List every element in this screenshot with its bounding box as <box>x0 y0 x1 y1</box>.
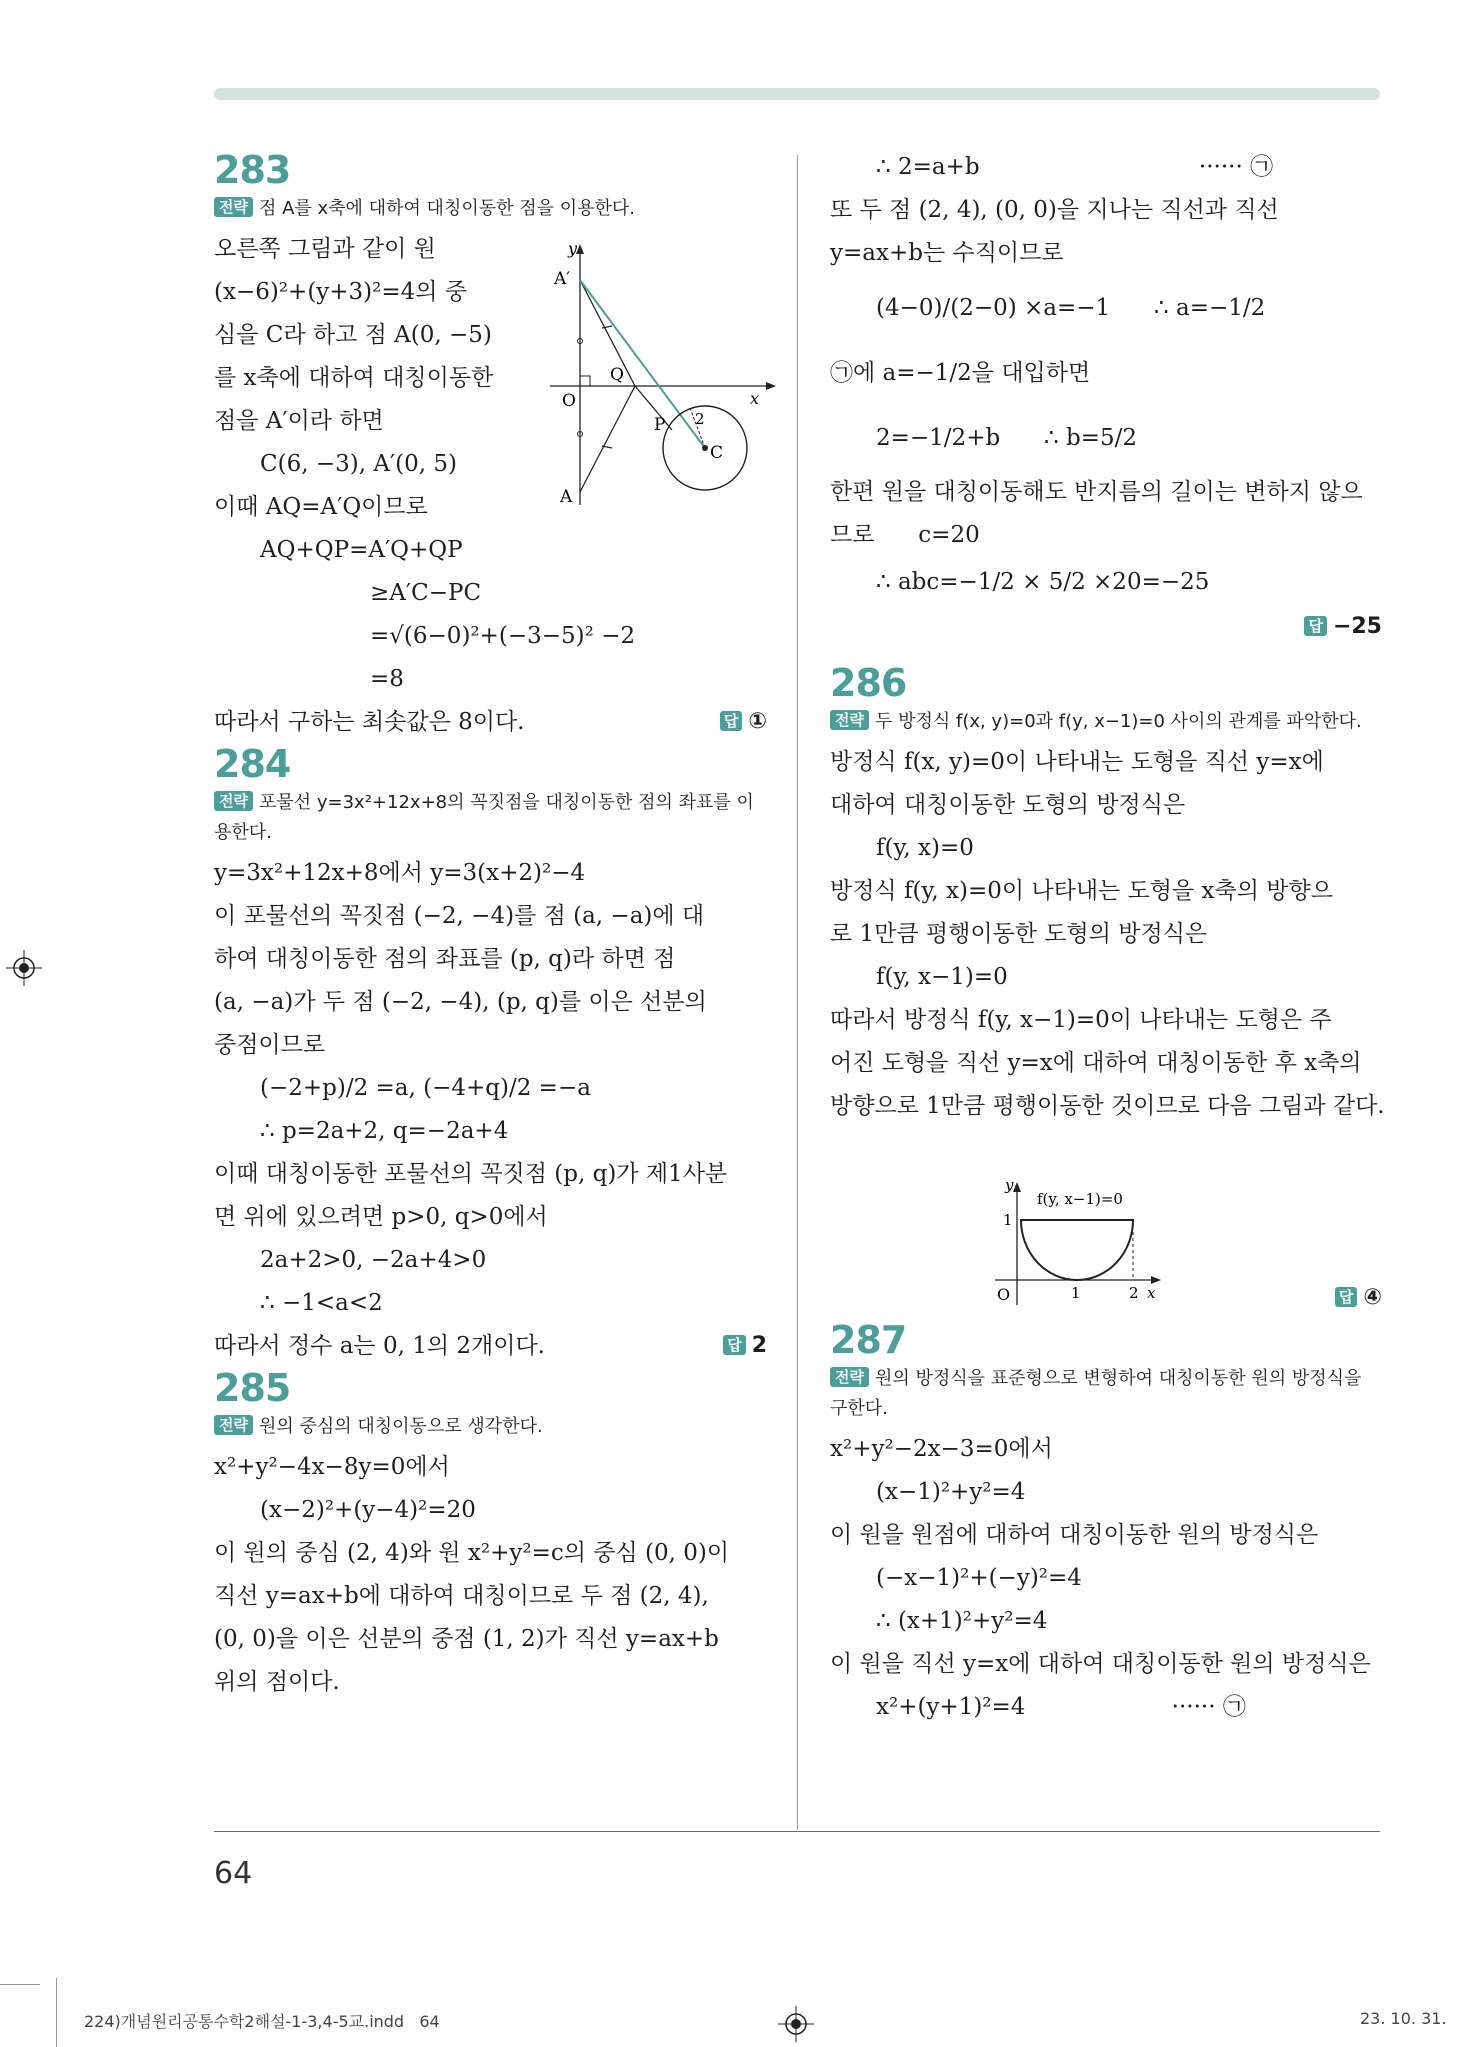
problem-285-continued <box>830 146 1382 647</box>
strategy-text: 원의 중심의 대칭이동으로 생각한다. <box>258 1416 543 1437</box>
line: (0, 0)을 이은 선분의 중점 (1, 2)가 직선 y=ax+b <box>214 1626 719 1652</box>
strategy-tag: 전략 <box>214 791 253 811</box>
line: 방정식 f(x, y)=0이 나타내는 도형을 직선 y=x에 <box>830 749 1324 775</box>
label-a-prime: A′ <box>554 269 571 289</box>
label-curve: f(y, x−1)=0 <box>1037 1190 1123 1208</box>
registration-mark-icon <box>778 2006 814 2042</box>
line: x²+(y+1)²=4 ······ ㉠ <box>876 1694 1246 1720</box>
line: 대하여 대칭이동한 도형의 방정식은 <box>830 792 1186 818</box>
strategy-tag: 전략 <box>214 197 253 217</box>
footer-file: 224)개념원리공통수학2해설-1-3,4-5교.indd 64 <box>84 2012 440 2031</box>
line: (x−2)²+(y−4)²=20 <box>260 1497 476 1523</box>
strategy <box>214 788 767 848</box>
line: 2a+2>0, −2a+4>0 <box>260 1247 487 1273</box>
line: x²+y²−2x−3=0에서 <box>830 1436 1053 1462</box>
line: 중점이므로 <box>214 1032 326 1058</box>
y-axis-arrow-icon <box>1013 1182 1021 1192</box>
line: (4−0)/(2−0) ×a=−1 ∴ a=−1/2 <box>876 295 1266 321</box>
line: 어진 도형을 직선 y=x에 대하여 대칭이동한 후 x축의 <box>830 1050 1362 1076</box>
line: (a, −a)가 두 점 (−2, −4), (p, q)를 이은 선분의 <box>214 989 707 1015</box>
label-q: Q <box>610 365 624 385</box>
y-axis-arrow-icon <box>576 244 584 254</box>
problem-number: 285 <box>214 1366 291 1410</box>
line: ∴ p=2a+2, q=−2a+4 <box>260 1118 509 1144</box>
right-column <box>830 146 1385 1729</box>
line: ∴ −1<a<2 <box>260 1290 383 1316</box>
label-x: x <box>1147 1284 1156 1302</box>
line: 이 원을 원점에 대하여 대칭이동한 원의 방정식은 <box>830 1522 1319 1548</box>
line: 따라서 정수 a는 0, 1의 2개이다. <box>214 1333 545 1359</box>
problem-287 <box>830 1318 1382 1729</box>
line: 방정식 f(y, x)=0이 나타내는 도형을 x축의 방향으 <box>830 878 1333 904</box>
figure-286 <box>995 1180 1185 1310</box>
label-a: A <box>560 487 573 507</box>
line: x²+y²−4x−8y=0에서 <box>214 1454 450 1480</box>
strategy-text: 두 방정식 f(x, y)=0과 f(y, x−1)=0 사이의 관계를 파악한다. <box>874 711 1362 732</box>
line: f(y, x)=0 <box>876 835 974 861</box>
line: y=ax+b는 수직이므로 <box>830 240 1064 266</box>
segment-a-prime-c <box>580 280 705 448</box>
label-x: x <box>750 389 760 408</box>
problem-number: 287 <box>830 1318 907 1362</box>
line: ㉠에 a=−1/2을 대입하면 <box>830 360 1091 386</box>
line: (x−1)²+y²=4 <box>876 1479 1026 1505</box>
strategy <box>214 1412 767 1442</box>
line: 또 두 점 (2, 4), (0, 0)을 지나는 직선과 직선 <box>830 197 1279 223</box>
line: 직선 y=ax+b에 대하여 대칭이므로 두 점 (2, 4), <box>214 1583 709 1609</box>
line: 점을 A′이라 하면 <box>214 408 384 434</box>
line: 방향으로 1만큼 평행이동한 것이므로 다음 그림과 같다. <box>830 1093 1385 1119</box>
line: ∴ abc=−1/2 × 5/2 ×20=−25 <box>876 569 1210 595</box>
line: C(6, −3), A′(0, 5) <box>260 451 457 477</box>
line: =8 <box>370 666 404 692</box>
line: 이 원의 중심 (2, 4)와 원 x²+y²=c의 중심 (0, 0)이 <box>214 1540 730 1566</box>
label-o: O <box>562 391 576 411</box>
problem-number: 286 <box>830 661 907 705</box>
bottom-rule <box>214 1831 1380 1832</box>
problem-number: 284 <box>214 742 291 786</box>
answer-tag: 답 <box>1335 1287 1358 1307</box>
line: f(y, x−1)=0 <box>876 964 1008 990</box>
label-o: O <box>997 1285 1011 1304</box>
label-radius: 2 <box>695 410 705 428</box>
line: 이 원을 직선 y=x에 대하여 대칭이동한 원의 방정식은 <box>830 1651 1371 1677</box>
line: (−2+p)/2 =a, (−4+q)/2 =−a <box>260 1075 591 1101</box>
label-y: y <box>568 240 578 258</box>
line: 므로 c=20 <box>830 522 980 548</box>
column-divider <box>797 155 798 1830</box>
answer-tag: 답 <box>723 1335 746 1355</box>
line: 로 1만큼 평행이동한 도형의 방정식은 <box>830 921 1208 947</box>
crop-mark <box>0 1984 40 1985</box>
x-axis-arrow-icon <box>766 382 776 390</box>
page-number: 64 <box>214 1856 253 1891</box>
segment-a-q <box>580 386 635 492</box>
strategy <box>830 707 1382 737</box>
line: 면 위에 있으려면 p>0, q>0에서 <box>214 1204 548 1230</box>
line: 하여 대칭이동한 점의 좌표를 (p, q)라 하면 점 <box>214 946 676 972</box>
line: (x−6)²+(y+3)²=4의 중 <box>214 279 468 305</box>
line: 이때 대칭이동한 포물선의 꼭짓점 (p, q)가 제1사분 <box>214 1161 728 1187</box>
line: 2=−1/2+b ∴ b=5/2 <box>876 425 1138 451</box>
strategy-tag: 전략 <box>830 1367 869 1387</box>
top-color-bar <box>214 88 1380 100</box>
strategy-text: 점 A를 x축에 대하여 대칭이동한 점을 이용한다. <box>258 198 635 219</box>
segment-a-prime-q <box>580 280 635 386</box>
label-y: y <box>1005 1180 1014 1194</box>
line: ∴ 2=a+b ······ ㉠ <box>876 154 1274 180</box>
line: 이때 AQ=A′Q이므로 <box>214 494 428 520</box>
problem-284 <box>214 742 767 1366</box>
strategy-tag: 전략 <box>830 710 869 730</box>
line: 심을 C라 하고 점 A(0, −5) <box>214 322 492 348</box>
registration-mark-icon <box>6 950 42 986</box>
spacer <box>830 647 1382 661</box>
answer-value: 2 <box>751 1333 767 1358</box>
strategy <box>830 1364 1382 1424</box>
answer <box>830 607 1382 647</box>
problem-285 <box>214 1366 767 1704</box>
line: ∴ (x+1)²+y²=4 <box>876 1608 1048 1634</box>
line: 오른쪽 그림과 같이 원 <box>214 236 436 262</box>
strategy-text: 포물선 y=3x²+12x+8의 꼭짓점을 대칭이동한 점의 좌표를 이용한다. <box>214 792 754 843</box>
line: (−x−1)²+(−y)²=4 <box>876 1565 1082 1591</box>
line: AQ+QP=A′Q+QP <box>260 537 463 563</box>
label-x-two: 2 <box>1129 1284 1139 1302</box>
line: 위의 점이다. <box>214 1669 340 1695</box>
line: 따라서 구하는 최솟값은 8이다. <box>214 709 525 735</box>
label-c: C <box>710 443 724 463</box>
strategy-text: 원의 방정식을 표준형으로 변형하여 대칭이동한 원의 방정식을 구한다. <box>830 1368 1362 1419</box>
crop-mark <box>56 1978 57 2047</box>
answer-value: −25 <box>1332 614 1382 639</box>
answer-value: ④ <box>1363 1285 1382 1310</box>
right-angle-mark <box>580 376 590 386</box>
label-y-one: 1 <box>1003 1211 1013 1229</box>
line: ≥A′C−PC <box>370 580 482 606</box>
answer-tag: 답 <box>720 711 743 731</box>
x-axis-arrow-icon <box>1151 1276 1161 1284</box>
problem-number: 283 <box>214 148 291 192</box>
answer-value: ① <box>748 709 767 734</box>
footer-date: 23. 10. 31. <box>1360 2009 1447 2028</box>
strategy-tag: 전략 <box>214 1415 253 1435</box>
line: 를 x축에 대하여 대칭이동한 <box>214 365 494 391</box>
label-p: P <box>654 415 666 435</box>
line: 이 포물선의 꼭짓점 (−2, −4)를 점 (a, −a)에 대 <box>214 903 705 929</box>
strategy <box>214 194 767 224</box>
line: y=3x²+12x+8에서 y=3(x+2)²−4 <box>214 860 586 886</box>
answer-tag: 답 <box>1304 616 1327 636</box>
figure-283 <box>550 240 780 510</box>
half-circle-curve <box>1021 1220 1133 1280</box>
line: =√(6−0)²+(−3−5)² −2 <box>370 623 636 649</box>
line: 한편 원을 대칭이동해도 반지름의 길이는 변하지 않으 <box>830 479 1363 505</box>
label-x-one: 1 <box>1071 1284 1081 1302</box>
line: 따라서 방정식 f(y, x−1)=0이 나타내는 도형은 주 <box>830 1007 1332 1033</box>
